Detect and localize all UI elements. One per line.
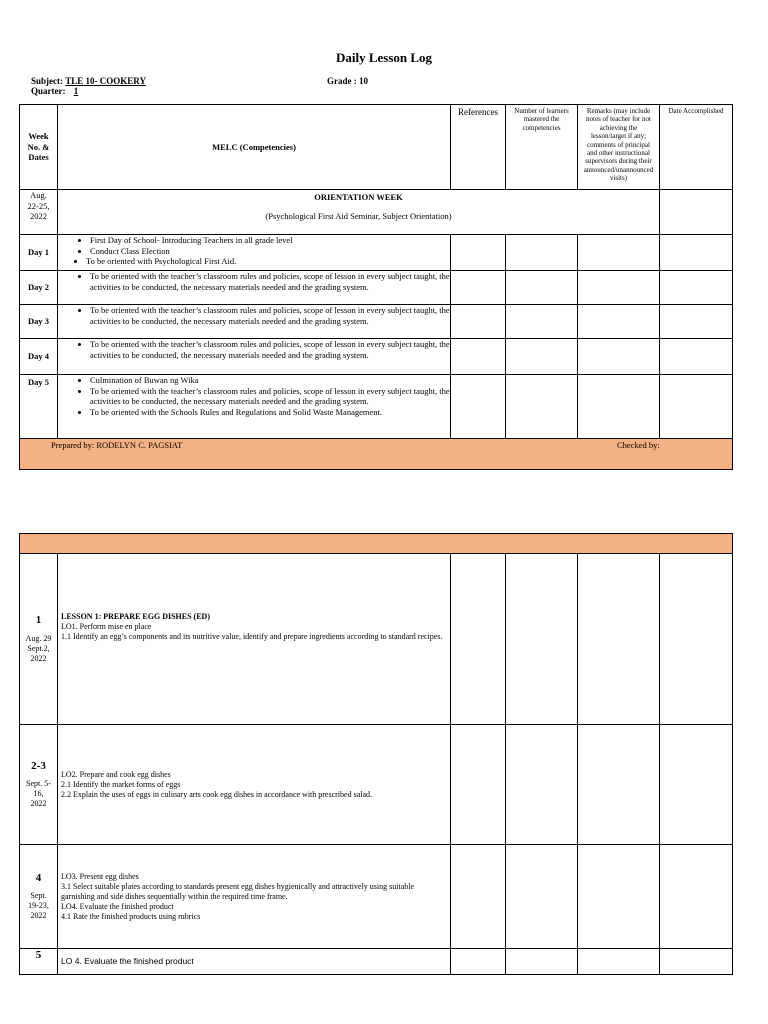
subject-label: Subject: bbox=[31, 76, 63, 86]
week-content bbox=[58, 845, 451, 949]
empty-cell bbox=[451, 235, 506, 271]
week-content bbox=[58, 554, 451, 725]
day-item: • Culmination of Buwan ng Wika bbox=[90, 375, 450, 386]
empty-cell bbox=[451, 305, 506, 339]
week-number: 1 bbox=[35, 614, 42, 627]
week-content bbox=[58, 949, 451, 975]
day-content bbox=[58, 339, 451, 375]
day-item: • To be oriented with the teacher’s classroom rules and policies, scope of lesson in every subject taught, the activities to be conducted, the necessary materials needed and the grading system. bbox=[90, 305, 450, 326]
empty-cell bbox=[506, 554, 578, 725]
orientation-dates: Aug. 22-25, 2022 bbox=[20, 190, 58, 235]
empty-cell bbox=[506, 235, 578, 271]
empty-cell bbox=[660, 235, 733, 271]
day-row bbox=[20, 235, 733, 271]
empty-cell bbox=[451, 725, 506, 845]
orientation-date-cell bbox=[660, 190, 733, 235]
empty-cell bbox=[506, 305, 578, 339]
week-content bbox=[58, 725, 451, 845]
subject-line bbox=[31, 76, 146, 86]
day-row bbox=[20, 271, 733, 305]
day-item: • To be oriented with the Schools Rules and Regulations and Solid Waste Management. bbox=[90, 407, 450, 418]
day-row bbox=[20, 305, 733, 339]
week-dates: Sept. 19-23, 2022 bbox=[28, 891, 49, 921]
orientation-title: ORIENTATION WEEK bbox=[314, 192, 403, 202]
week-row bbox=[20, 725, 733, 845]
empty-cell bbox=[506, 949, 578, 975]
day-label: Day 3 bbox=[20, 305, 58, 339]
week-number: 4 bbox=[35, 871, 42, 884]
melc-header: MELC (Competencies) bbox=[58, 105, 451, 190]
empty-cell bbox=[660, 375, 733, 439]
empty-cell bbox=[506, 845, 578, 949]
lesson-title: LESSON 1: PREPARE EGG DISHES (ED) bbox=[61, 612, 210, 621]
day-content bbox=[58, 235, 451, 271]
day-content bbox=[58, 375, 451, 439]
day-content bbox=[58, 305, 451, 339]
week-dates: Sept. 5- 16, 2022 bbox=[26, 779, 51, 809]
learners-header: Number of learners mastered the competencies bbox=[506, 105, 578, 190]
week-cell bbox=[20, 845, 58, 949]
day-item: • To be oriented with Psychological First Aid. bbox=[86, 256, 450, 267]
day-item: • To be oriented with the teacher’s classroom rules and policies, scope of lesson in every subject taught, the activities to be conducted, the necessary materials needed and the grading system. bbox=[90, 386, 450, 407]
day-content bbox=[58, 271, 451, 305]
lesson-line: LO3. Present egg dishes bbox=[61, 871, 139, 881]
empty-cell bbox=[660, 339, 733, 375]
empty-cell bbox=[506, 375, 578, 439]
day-label: Day 4 bbox=[20, 339, 58, 375]
orientation-subtitle: (Psychological First Aid Seminar, Subject Orientation) bbox=[265, 210, 452, 221]
day-row bbox=[20, 339, 733, 375]
quarter-value: 1 bbox=[73, 86, 79, 96]
references-header: References bbox=[451, 105, 506, 190]
empty-cell bbox=[506, 271, 578, 305]
orientation-cell bbox=[58, 190, 660, 235]
empty-cell bbox=[578, 305, 660, 339]
empty-cell bbox=[578, 339, 660, 375]
footer-cell bbox=[20, 439, 733, 470]
grade-line bbox=[327, 76, 368, 86]
lesson-line: LO1. Perform mise en place bbox=[61, 622, 152, 631]
empty-cell bbox=[451, 375, 506, 439]
lesson-log-table bbox=[19, 104, 733, 470]
lesson-line: 2.1 Identify the market forms of eggs bbox=[61, 779, 181, 789]
day-label: Day 5 bbox=[20, 375, 58, 439]
empty-cell bbox=[578, 725, 660, 845]
week-cell bbox=[20, 725, 58, 845]
week-row bbox=[20, 554, 733, 725]
empty-cell bbox=[660, 949, 733, 975]
lesson-line: 4.1 Rate the finished products using rubrics bbox=[61, 911, 201, 921]
empty-cell bbox=[578, 949, 660, 975]
day-item: • To be oriented with the teacher’s classroom rules and policies, scope of lesson in every subject taught, the activities to be conducted, the necessary materials needed and the grading system. bbox=[90, 271, 450, 292]
quarter-line bbox=[31, 86, 112, 96]
lesson-line: 2.2 Explain the uses of eggs in culinary arts cook egg dishes in accordance with prescribed salad. bbox=[61, 789, 373, 799]
week-cell bbox=[20, 949, 58, 975]
week-cell bbox=[20, 554, 58, 725]
week-number: 2-3 bbox=[31, 759, 46, 772]
table2-header-cell bbox=[20, 534, 733, 554]
prepared-by: Prepared by: RODELYN C. PAGSIAT bbox=[51, 440, 183, 450]
header-row bbox=[20, 105, 733, 190]
remarks-header: Remarks (may include notes of teacher for not achieving the lesson/target if any; comments of principal and other instructional supervisors during their announced/unannounced visits) bbox=[578, 105, 660, 190]
lesson-line: LO2. Prepare and cook egg dishes bbox=[61, 769, 171, 779]
empty-cell bbox=[660, 554, 733, 725]
week-row bbox=[20, 949, 733, 975]
lesson-line: 3.1 Select suitable plates according to standards present egg dishes hygienically and attractively using suitable garnishing and side dishes sequentially within the required time frame. bbox=[61, 881, 415, 901]
day-row bbox=[20, 375, 733, 439]
empty-cell bbox=[660, 271, 733, 305]
empty-cell bbox=[451, 271, 506, 305]
date-accomplished-header: Date Accomplished bbox=[660, 105, 733, 190]
week-number: 5 bbox=[35, 949, 42, 961]
subject-value: TLE 10- COOKERY bbox=[65, 76, 146, 86]
lesson-plan-table bbox=[19, 533, 733, 975]
day-item: • First Day of School- Introducing Teachers in all grade level bbox=[90, 235, 450, 246]
lesson-line: 1.1 Identify an egg’s components and its nutritive value, identify and prepare ingredients according to standard recipes. bbox=[61, 632, 443, 641]
empty-cell bbox=[451, 949, 506, 975]
table2-header-row bbox=[20, 534, 733, 554]
empty-cell bbox=[578, 271, 660, 305]
empty-cell bbox=[578, 554, 660, 725]
lesson-line: LO 4. Evaluate the finished product bbox=[61, 956, 194, 967]
quarter-label: Quarter: bbox=[31, 86, 66, 96]
empty-cell bbox=[578, 235, 660, 271]
lesson-line: LO4. Evaluate the finished product bbox=[61, 901, 174, 911]
empty-cell bbox=[578, 845, 660, 949]
empty-cell bbox=[660, 725, 733, 845]
empty-cell bbox=[451, 845, 506, 949]
empty-cell bbox=[660, 305, 733, 339]
day-item: • Conduct Class Election bbox=[90, 246, 450, 257]
empty-cell bbox=[506, 725, 578, 845]
week-header: Week No. & Dates bbox=[20, 105, 58, 190]
day-item: • To be oriented with the teacher’s classroom rules and policies, scope of lesson in every subject taught, the activities to be conducted, the necessary materials needed and the grading system. bbox=[90, 339, 450, 360]
empty-cell bbox=[451, 339, 506, 375]
day-label: Day 2 bbox=[20, 271, 58, 305]
empty-cell bbox=[578, 375, 660, 439]
empty-cell bbox=[506, 339, 578, 375]
empty-cell bbox=[660, 845, 733, 949]
orientation-row bbox=[20, 190, 733, 235]
day-label: Day 1 bbox=[20, 235, 58, 271]
footer-row bbox=[20, 439, 733, 470]
grade-label: Grade : 10 bbox=[327, 76, 368, 86]
checked-by: Checked by: bbox=[617, 440, 660, 450]
page-title: Daily Lesson Log bbox=[335, 50, 433, 65]
week-dates: Aug. 29 Sept.2, 2022 bbox=[25, 633, 52, 663]
week-row bbox=[20, 845, 733, 949]
empty-cell bbox=[451, 554, 506, 725]
